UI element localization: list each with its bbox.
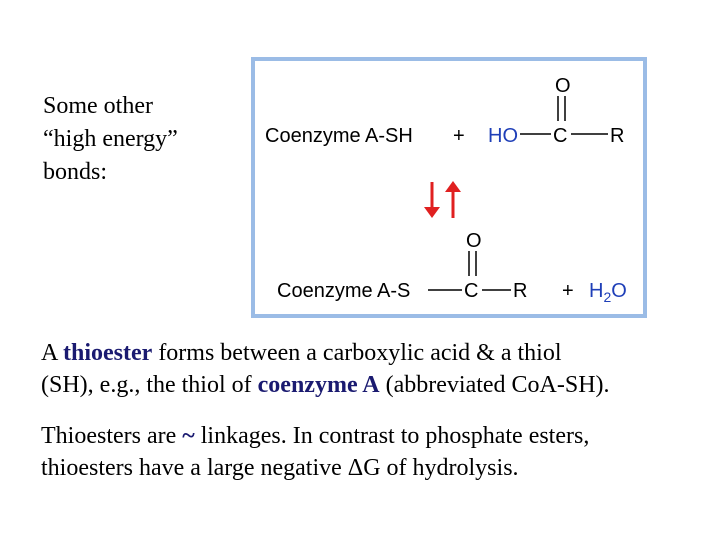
para2-text-b: linkages. In contrast to phosphate esters,	[194, 423, 590, 449]
para1-text-a: A	[41, 340, 64, 366]
reaction-diagram	[251, 57, 647, 318]
para1-text-b: forms between a carboxylic acid & a thiol	[152, 340, 562, 366]
hydrolysis-paragraph	[41, 420, 711, 484]
thioester-paragraph	[41, 337, 711, 401]
carbon-label-top: C	[553, 125, 568, 147]
water-subscript: 2	[603, 289, 612, 305]
r-group-label-top: R	[610, 125, 625, 147]
water-o: O	[611, 280, 627, 302]
carbonyl-oxygen-bottom: O	[466, 230, 482, 252]
coenzyme-a-sh-label: Coenzyme A-SH	[265, 125, 413, 147]
para1-text-c: (SH), e.g., the thiol of	[41, 372, 258, 398]
hydrolysis-line-1	[41, 420, 711, 452]
intro-line-3: bonds:	[43, 159, 108, 185]
intro-text	[43, 90, 243, 189]
thioester-line-1	[41, 337, 711, 369]
equilibrium-arrows-icon	[424, 181, 461, 218]
carbon-label-bottom: C	[464, 280, 479, 302]
intro-line-2: “high energy”	[43, 126, 178, 152]
water-label	[589, 280, 627, 305]
hydrolysis-line-2: thioesters have a large negative ΔG of hydrolysis.	[41, 455, 519, 481]
high-energy-tilde: ~	[182, 423, 195, 449]
plus-sign-bottom: +	[562, 280, 574, 302]
para2-text-a: Thioesters are	[41, 423, 183, 449]
coenzyme-a-s-label: Coenzyme A-S	[277, 280, 411, 302]
para1-text-d: (abbreviated CoA-SH).	[379, 372, 610, 398]
r-group-label-bottom: R	[513, 280, 528, 302]
coenzyme-a-term: coenzyme A	[257, 372, 380, 398]
hydroxyl-label: HO	[488, 125, 518, 147]
plus-sign-top: +	[453, 125, 465, 147]
reaction-svg	[255, 61, 643, 314]
thioester-line-2	[41, 369, 711, 401]
thioester-term: thioester	[63, 340, 153, 366]
intro-line-1: Some other	[43, 93, 153, 119]
water-h: H	[589, 280, 604, 302]
carbonyl-oxygen-top: O	[555, 75, 571, 97]
